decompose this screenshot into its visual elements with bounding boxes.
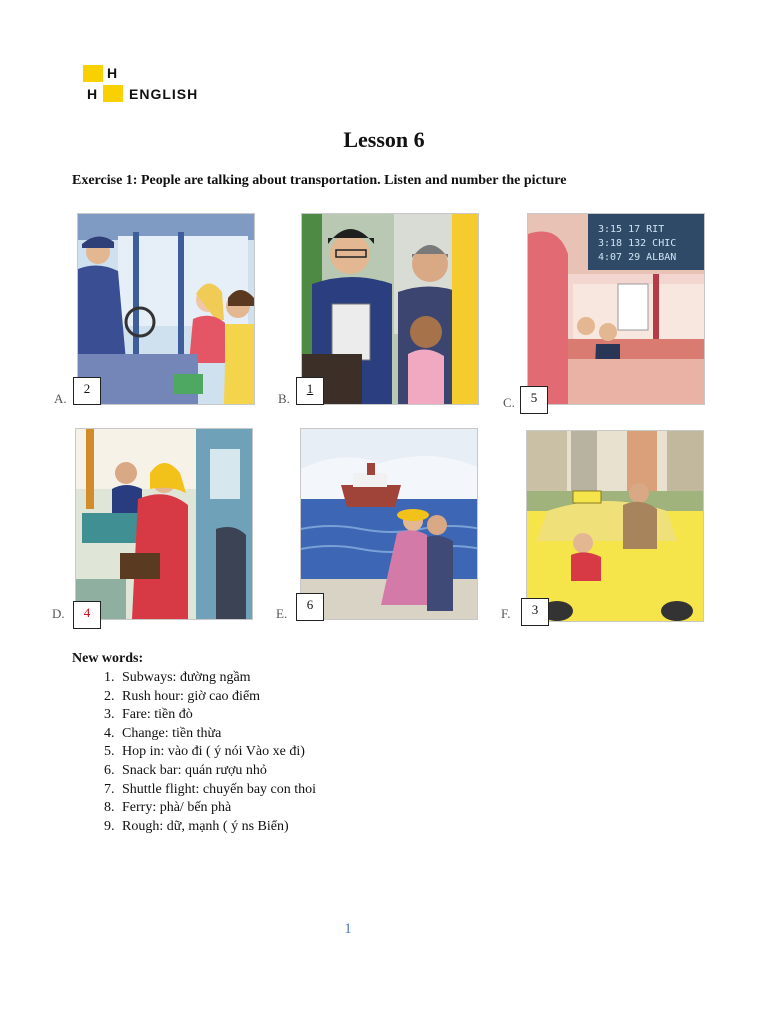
list-item: 9. Rough: dữ, mạnh ( ý ns Biển) xyxy=(118,818,316,837)
list-item: 3. Fare: tiền đò xyxy=(118,706,316,725)
svg-text:4:07 29 ALBAN: 4:07 29 ALBAN xyxy=(598,252,677,263)
picture-c-answer-box[interactable]: 5 xyxy=(520,386,548,414)
list-item: 1. Subways: đường ngầm xyxy=(118,669,316,688)
svg-text:3:15 17 RIT: 3:15 17 RIT xyxy=(598,224,665,235)
picture-e xyxy=(300,428,478,620)
list-item: 7. Shuttle flight: chuyến bay con thoi xyxy=(118,781,316,800)
airline-checkin-illustration xyxy=(76,429,252,619)
list-item: 4. Change: tiền thừa xyxy=(118,725,316,744)
list-item: 5. Hop in: vào đi ( ý nói Vào xe đi) xyxy=(118,743,316,762)
picture-a-answer-box[interactable]: 2 xyxy=(73,377,101,405)
picture-b xyxy=(301,213,479,405)
picture-a-letter: A. xyxy=(54,391,67,406)
logo-yellow-square-bottom xyxy=(103,85,123,102)
picture-c xyxy=(527,213,705,405)
logo-word: ENGLISH xyxy=(129,86,199,102)
page-number: 1 xyxy=(344,921,352,937)
picture-a xyxy=(77,213,255,405)
picture-f-answer-box[interactable]: 3 xyxy=(521,598,549,626)
logo-letter-top: H xyxy=(107,65,118,81)
list-item: 2. Rush hour: giờ cao điểm xyxy=(118,688,316,707)
picture-f-letter: F. xyxy=(501,606,511,621)
taxi-illustration xyxy=(527,431,703,621)
page-title: Lesson 6 xyxy=(343,127,425,152)
picture-b-answer: 1 xyxy=(306,381,314,396)
picture-c-letter: C. xyxy=(503,395,515,410)
new-words-list xyxy=(72,669,316,836)
subway-passengers-illustration xyxy=(302,214,478,404)
list-item: 6. Snack bar: quán rượu nhỏ xyxy=(118,762,316,781)
logo-yellow-square-top xyxy=(83,65,103,82)
svg-text:3:18 132 CHIC: 3:18 132 CHIC xyxy=(598,238,677,249)
new-words-heading: New words: xyxy=(72,651,144,666)
picture-d-letter: D. xyxy=(52,606,65,621)
logo-letter-bottom: H xyxy=(87,86,98,102)
bus-driver-illustration xyxy=(78,214,254,404)
picture-b-letter: B. xyxy=(278,391,290,406)
picture-b-answer-box[interactable] xyxy=(296,377,324,405)
picture-e-letter: E. xyxy=(276,606,288,621)
hh-english-logo xyxy=(83,63,213,105)
picture-f xyxy=(526,430,704,622)
picture-d xyxy=(75,428,253,620)
picture-d-answer-box[interactable]: 4 xyxy=(73,601,101,629)
exercise-instruction: Exercise 1: People are talking about transportation. Listen and number the picture xyxy=(72,173,567,188)
ferry-illustration xyxy=(301,429,477,619)
picture-e-answer-box[interactable]: 6 xyxy=(296,593,324,621)
list-item: 8. Ferry: phà/ bến phà xyxy=(118,799,316,818)
ticket-counter-illustration xyxy=(528,214,704,404)
